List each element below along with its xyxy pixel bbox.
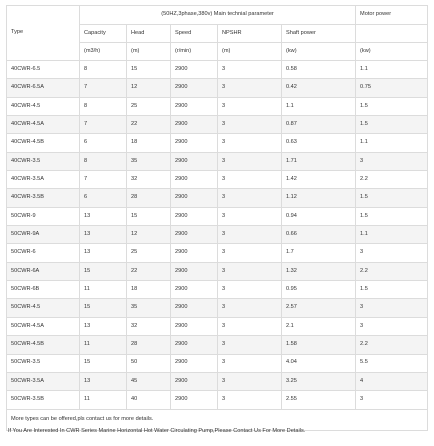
speed-cell: 2900 [171, 262, 218, 280]
shaft-power-cell: 4.04 [282, 354, 356, 372]
shaft-power-cell: 0.42 [282, 79, 356, 97]
footer-contact-text: If You Are Interested In CWR Series Marine Horizontal Hot Water Circulating Pump,Please Contact Us For More Details. [8, 428, 306, 434]
motor-power-cell: 3 [356, 244, 428, 262]
table-row [7, 336, 428, 354]
motor-power-cell: 2.2 [356, 336, 428, 354]
capacity-cell: 13 [80, 226, 127, 244]
npshr-header: NPSHR [218, 25, 282, 43]
head-cell: 35 [127, 152, 171, 170]
capacity-header: Capacity [80, 25, 127, 43]
shaft-power-cell: 2.55 [282, 391, 356, 409]
table-row [7, 134, 428, 152]
table-row [7, 226, 428, 244]
capacity-cell: 11 [80, 336, 127, 354]
motor-power-cell: 5.5 [356, 354, 428, 372]
npshr-cell: 3 [218, 317, 282, 335]
motor-power-cell: 1.5 [356, 281, 428, 299]
npshr-cell: 3 [218, 171, 282, 189]
speed-cell: 2900 [171, 116, 218, 134]
table-row [7, 391, 428, 409]
motor-power-cell: 1.1 [356, 226, 428, 244]
motor-power-cell: 0.75 [356, 79, 428, 97]
speed-cell: 2900 [171, 372, 218, 390]
speed-cell: 2900 [171, 189, 218, 207]
capacity-cell: 6 [80, 189, 127, 207]
table-row [7, 354, 428, 372]
motor-power-cell: 3 [356, 299, 428, 317]
npshr-cell: 3 [218, 79, 282, 97]
speed-cell: 2900 [171, 152, 218, 170]
capacity-cell: 15 [80, 262, 127, 280]
shaft-power-cell: 2.1 [282, 317, 356, 335]
head-cell: 50 [127, 354, 171, 372]
type-cell: 40CWR-6.5 [7, 61, 80, 79]
table-row [7, 372, 428, 390]
type-cell: 40CWR-4.5A [7, 116, 80, 134]
shaft-power-cell: 1.71 [282, 152, 356, 170]
table-row [7, 262, 428, 280]
speed-cell: 2900 [171, 97, 218, 115]
head-cell: 35 [127, 299, 171, 317]
motor-power-unit: (kw) [356, 43, 428, 61]
shaft-power-cell: 0.63 [282, 134, 356, 152]
type-cell: 50CWR-9 [7, 207, 80, 225]
type-cell: 40CWR-4.5 [7, 97, 80, 115]
head-cell: 22 [127, 262, 171, 280]
head-cell: 15 [127, 61, 171, 79]
speed-cell: 2900 [171, 79, 218, 97]
head-cell: 28 [127, 189, 171, 207]
npshr-cell: 3 [218, 189, 282, 207]
table-row [7, 299, 428, 317]
head-cell: 12 [127, 226, 171, 244]
speed-cell: 2900 [171, 336, 218, 354]
type-cell: 50CWR-9A [7, 226, 80, 244]
type-header: Type [7, 6, 80, 61]
type-cell: 40CWR-6.5A [7, 79, 80, 97]
motor-power-cell: 1.5 [356, 189, 428, 207]
motor-power-cell: 2.2 [356, 262, 428, 280]
npshr-cell: 3 [218, 391, 282, 409]
motor-power-cell: 3 [356, 152, 428, 170]
type-cell: 50CWR-3.5 [7, 354, 80, 372]
spec-table-container [6, 5, 427, 431]
motor-power-cell: 1.1 [356, 134, 428, 152]
motor-power-header: Motor power [356, 6, 428, 25]
shaft-power-cell: 0.87 [282, 116, 356, 134]
motor-power-cell: 1.5 [356, 207, 428, 225]
table-row [7, 171, 428, 189]
speed-cell: 2900 [171, 354, 218, 372]
motor-power-cell: 3 [356, 391, 428, 409]
capacity-cell: 15 [80, 354, 127, 372]
npshr-cell: 3 [218, 336, 282, 354]
capacity-cell: 13 [80, 207, 127, 225]
speed-unit: (r/min) [171, 43, 218, 61]
head-cell: 18 [127, 281, 171, 299]
table-row [7, 317, 428, 335]
capacity-cell: 7 [80, 79, 127, 97]
npshr-cell: 3 [218, 207, 282, 225]
shaft-power-cell: 1.7 [282, 244, 356, 262]
npshr-unit: (m) [218, 43, 282, 61]
type-cell: 50CWR-6A [7, 262, 80, 280]
head-header: Head [127, 25, 171, 43]
speed-cell: 2900 [171, 317, 218, 335]
npshr-cell: 3 [218, 281, 282, 299]
table-row [7, 97, 428, 115]
type-cell: 50CWR-3.5B [7, 391, 80, 409]
type-cell: 50CWR-6 [7, 244, 80, 262]
table-row [7, 281, 428, 299]
group-header: (50HZ,3phase,380v) Main technial parameter [80, 6, 356, 25]
shaft-power-cell: 1.12 [282, 189, 356, 207]
type-cell: 50CWR-4.5A [7, 317, 80, 335]
speed-cell: 2900 [171, 299, 218, 317]
speed-cell: 2900 [171, 207, 218, 225]
type-cell: 50CWR-6B [7, 281, 80, 299]
motor-power-cell: 1.5 [356, 116, 428, 134]
capacity-cell: 6 [80, 134, 127, 152]
capacity-cell: 7 [80, 116, 127, 134]
capacity-cell: 13 [80, 317, 127, 335]
capacity-cell: 15 [80, 299, 127, 317]
shaft-power-cell: 1.42 [282, 171, 356, 189]
npshr-cell: 3 [218, 262, 282, 280]
speed-cell: 2900 [171, 61, 218, 79]
motor-power-cell: 2.2 [356, 171, 428, 189]
speed-header: Speed [171, 25, 218, 43]
capacity-cell: 8 [80, 152, 127, 170]
shaft-power-cell: 1.1 [282, 97, 356, 115]
npshr-cell: 3 [218, 244, 282, 262]
npshr-cell: 3 [218, 372, 282, 390]
shaft-power-unit: (kw) [282, 43, 356, 61]
head-cell: 45 [127, 372, 171, 390]
head-cell: 25 [127, 244, 171, 262]
type-cell: 40CWR-3.5A [7, 171, 80, 189]
type-cell: 50CWR-3.5A [7, 372, 80, 390]
shaft-power-cell: 0.66 [282, 226, 356, 244]
capacity-cell: 13 [80, 372, 127, 390]
head-cell: 40 [127, 391, 171, 409]
table-row [7, 244, 428, 262]
capacity-cell: 8 [80, 61, 127, 79]
shaft-power-cell: 1.32 [282, 262, 356, 280]
table-row [7, 79, 428, 97]
motor-power-cell: 1.1 [356, 61, 428, 79]
capacity-cell: 11 [80, 391, 127, 409]
npshr-cell: 3 [218, 299, 282, 317]
shaft-power-cell: 3.25 [282, 372, 356, 390]
head-cell: 12 [127, 79, 171, 97]
npshr-cell: 3 [218, 354, 282, 372]
speed-cell: 2900 [171, 244, 218, 262]
shaft-power-header: Shaft power [282, 25, 356, 43]
pump-spec-table [6, 5, 428, 431]
type-cell: 40CWR-3.5B [7, 189, 80, 207]
capacity-unit: (m3/h) [80, 43, 127, 61]
note-row [7, 409, 428, 430]
head-unit: (m) [127, 43, 171, 61]
speed-cell: 2900 [171, 171, 218, 189]
table-row [7, 152, 428, 170]
capacity-cell: 7 [80, 171, 127, 189]
header-row-group [7, 6, 428, 25]
npshr-cell: 3 [218, 134, 282, 152]
type-cell: 40CWR-3.5 [7, 152, 80, 170]
table-row [7, 189, 428, 207]
type-cell: 40CWR-4.5B [7, 134, 80, 152]
npshr-cell: 3 [218, 152, 282, 170]
speed-cell: 2900 [171, 134, 218, 152]
capacity-cell: 13 [80, 244, 127, 262]
table-row [7, 116, 428, 134]
table-note: More types can be offered,pls contact us for more details. [7, 409, 428, 430]
speed-cell: 2900 [171, 281, 218, 299]
speed-cell: 2900 [171, 391, 218, 409]
head-cell: 28 [127, 336, 171, 354]
motor-power-cell: 4 [356, 372, 428, 390]
shaft-power-cell: 1.58 [282, 336, 356, 354]
type-cell: 50CWR-4.5B [7, 336, 80, 354]
motor-power-cell: 3 [356, 317, 428, 335]
npshr-cell: 3 [218, 116, 282, 134]
type-cell: 50CWR-4.5 [7, 299, 80, 317]
head-cell: 15 [127, 207, 171, 225]
table-row [7, 61, 428, 79]
npshr-cell: 3 [218, 226, 282, 244]
head-cell: 18 [127, 134, 171, 152]
npshr-cell: 3 [218, 61, 282, 79]
head-cell: 32 [127, 171, 171, 189]
capacity-cell: 8 [80, 97, 127, 115]
shaft-power-cell: 2.57 [282, 299, 356, 317]
motor-power-spacer [356, 25, 428, 43]
speed-cell: 2900 [171, 226, 218, 244]
head-cell: 22 [127, 116, 171, 134]
shaft-power-cell: 0.58 [282, 61, 356, 79]
npshr-cell: 3 [218, 97, 282, 115]
head-cell: 25 [127, 97, 171, 115]
table-row [7, 207, 428, 225]
motor-power-cell: 1.5 [356, 97, 428, 115]
head-cell: 32 [127, 317, 171, 335]
shaft-power-cell: 0.94 [282, 207, 356, 225]
capacity-cell: 11 [80, 281, 127, 299]
shaft-power-cell: 0.95 [282, 281, 356, 299]
